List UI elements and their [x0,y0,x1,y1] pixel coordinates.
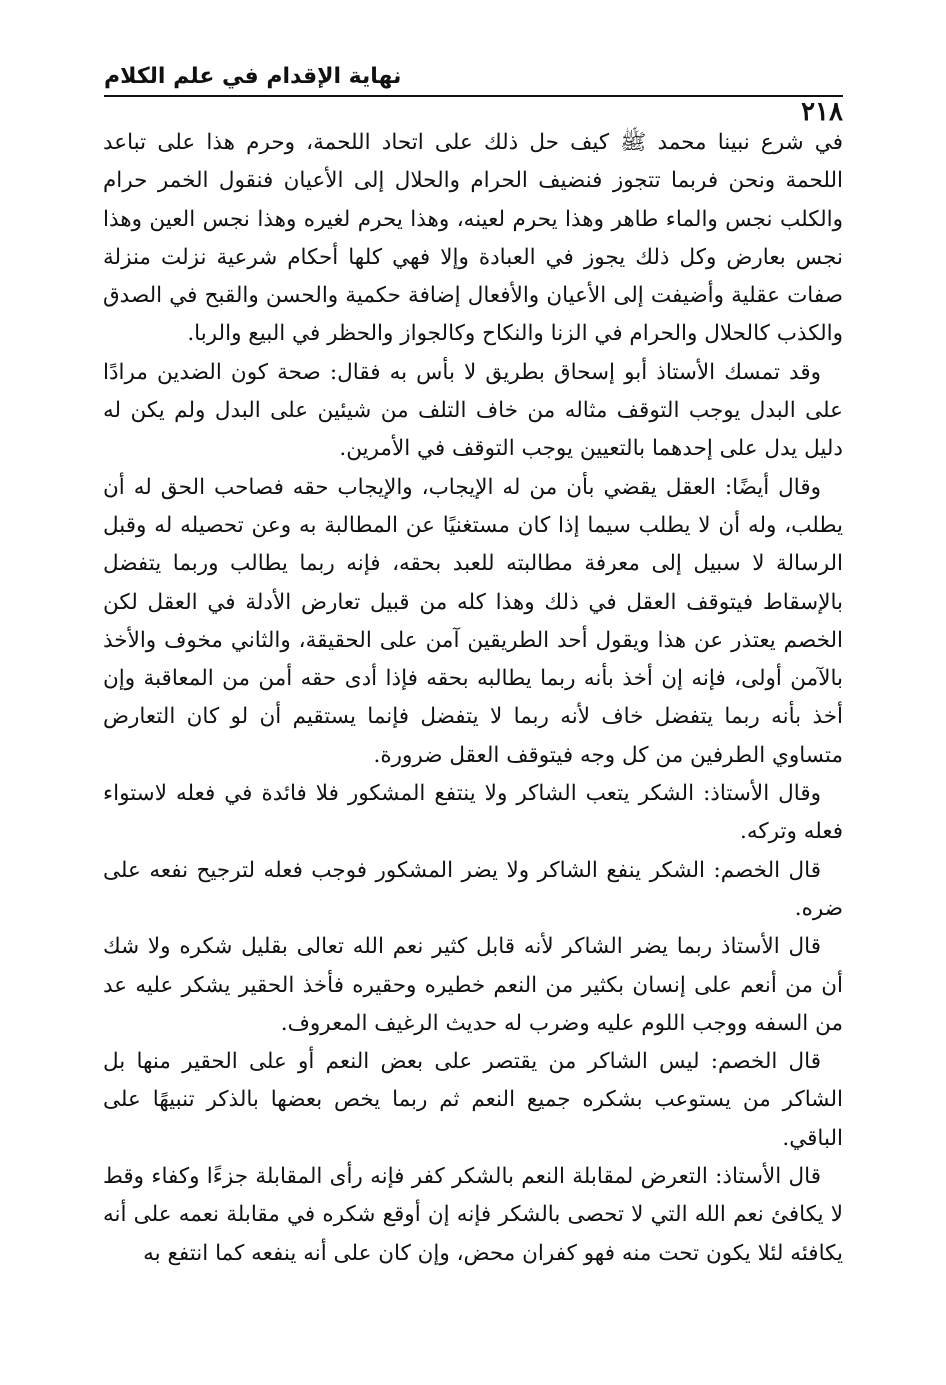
running-title: نهاية الإقدام في علم الكلام [104,64,402,89]
paragraph-5: قال الخصم: الشكر ينفع الشاكر ولا يضر المشكور فوجب فعله لترجيح نفعه على ضره. [103,857,843,921]
paragraph-6: قال الأستاذ ربما يضر الشاكر لأنه قابل كثير نعم الله تعالى بقليل شكره ولا شك أن من أنعم على إنسان بكثير من النعم خطيره وحقيره فأخذ الحقير يشكر عليه عد من السفه ووجب اللوم عليه وضرب له حديث الرغيف المعروف. [103,934,843,1036]
paragraph-8: قال الأستاذ: التعرض لمقابلة النعم بالشكر كفر فإنه رأى المقابلة جزءًا وكفاء وقط لا يكافئ نعم الله التي لا تحصى بالشكر فإنه إن أوقع شكره في مقابلة نعمه على أنه يكافئه لئلا يكون تحت منه فهو كفران محض، وإن كان على أنه ينفعه كما انتفع به [103,1164,843,1266]
paragraph-3: وقال أيضًا: العقل يقضي بأن من له الإيجاب، والإيجاب حقه فصاحب الحق له أن يطلب، وله أن لا يطلب سيما إذا كان مستغنيًا عن المطالبة به وعن تحصيله له وقبل الرسالة لا سبيل إلى معرفة مطالبته للعبد بحقه، فإنه ربما يطالب وربما يتفضل بالإسقاط فيتوقف العقل في ذلك وهذا كله من قبيل تعارض الأدلة في العقل لكن الخصم يعتذر عن هذا ويقول أحد الطريقين آمن على الحقيقة، والثاني مخوف والأخذ بالآمن أولى، فإنه إن أخذ بأنه ربما يطالبه بحقه فإذا أدى حقه أمن من المعاقبة وإن أخذ بأنه ربما يتفضل خاف لأنه ربما لا يتفضل فإنما يستقيم أن لو كان التعارض متساوي الطرفين من كل وجه فيتوقف العقل ضرورة. [103,474,843,768]
body-text [103,124,843,1273]
paragraph-2: وقد تمسك الأستاذ أبو إسحاق بطريق لا بأس به فقال: صحة كون الضدين مرادًا على البدل يوجب التوقف مثاله من خاف التلف من شيئين على البدل ولم يكن له دليل يدل على إحدهما بالتعيين يوجب التوقف في الأمرين. [103,359,843,462]
page-header [104,62,843,127]
paragraph-7: قال الخصم: ليس الشاكر من يقتصر على بعض النعم أو على الحقير منها بل الشاكر من يستوعب بشكره جميع النعم ثم ربما يخص بعضها بالذكر تنبيهًا على الباقي. [103,1049,843,1151]
header-rule [104,95,843,97]
paragraph-1: في شرع نبينا محمد ﷺ كيف حل ذلك على اتحاد اللحمة، وحرم هذا على تباعد اللحمة ونحن فربما تتجوز فنضيف الحرام والحلال إلى الأعيان فنقول الخمر حرام والكلب نجس والماء طاهر وهذا يحرم لعينه، وهذا يحرم لغيره وهذا نجس العين وهذا نجس بعارض وكل ذلك يجوز في العبادة وإلا فهي كلها أحكام شرعية نزلت منزلة صفات عقلية وأضيفت إلى الأعيان والأفعال إضافة حكمية والحسن والقبح في الصدق والكذب كالحلال والحرام في الزنا والنكاح وكالجواز والحظر في البيع والربا. [103,130,843,347]
page-number: ٢١٨ [801,97,843,127]
paragraph-4: وقال الأستاذ: الشكر يتعب الشاكر ولا ينتفع المشكور فلا فائدة في فعله لاستواء فعله وتركه. [103,781,843,845]
